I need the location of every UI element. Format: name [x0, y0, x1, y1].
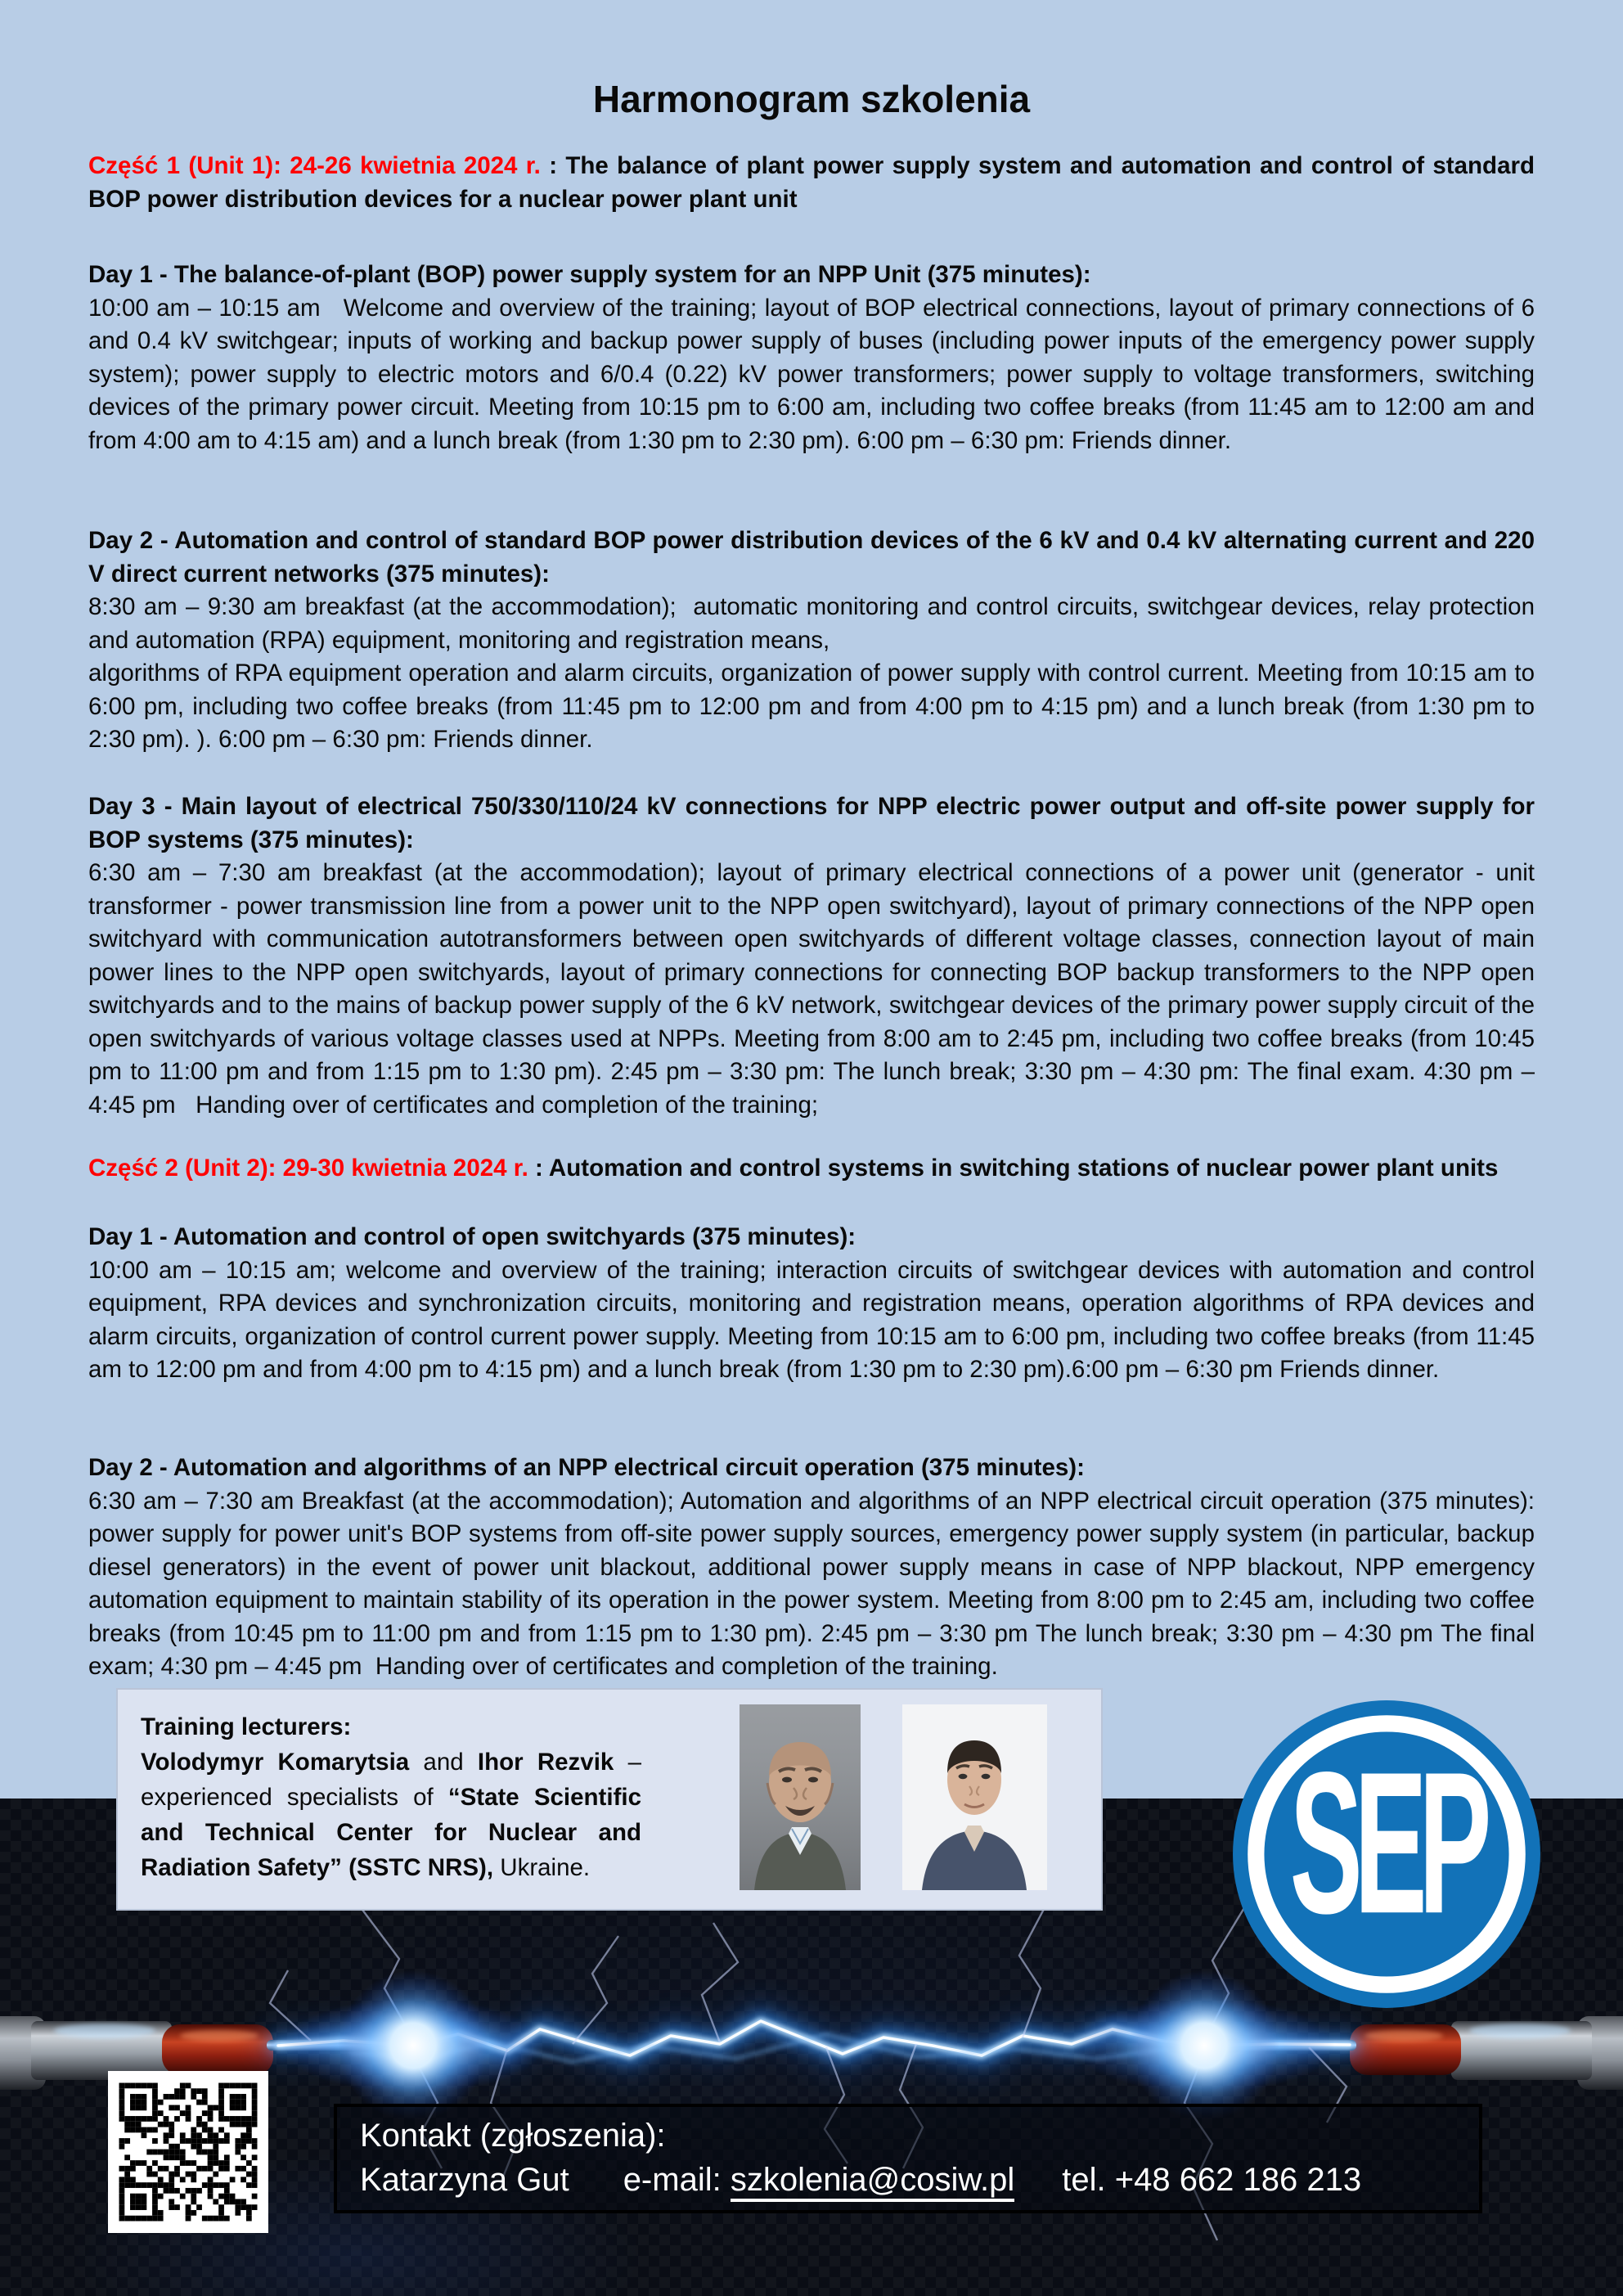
- day-body: 6:30 am – 7:30 am Breakfast (at the accommodation); Automation and algorithms of an NPP electrical circuit operation (375 minutes): power supply for power unit's BOP systems from off-site power supply sources, emergency power supply system (in particular, backup diesel generators) in the event of power unit blackout, additional power supply means in case of NPP blackout, NPP emergency automation equipment to maintain stability of its operation in the power system. Meeting from 8:00 pm to 2:45 am, including two coffee breaks (from 10:45 pm to 11:00 pm and from 1:15 pm to 1:30 pm). 2:45 pm – 3:30 pm The lunch break; 3:30 pm – 4:30 pm The final exam; 4:30 pm – 4:45 pm Handing over of certificates and completion of the training.: [88, 1487, 1535, 1680]
- qr-code: [108, 2071, 268, 2233]
- lecturers-paragraph: Volodymyr Komarytsia and Ihor Rezvik – experienced specialists of “State Scientific and Technical Center for Nuclear and Radiation Safety” (SSTC NRS), Ukraine.: [141, 1749, 642, 1881]
- contact-phone: tel. +48 662 186 213: [1062, 2162, 1362, 2198]
- unit1-day3: [88, 790, 1535, 1122]
- day-heading: Day 2 - Automation and control of standard BOP power distribution devices of the 6 kV and 0.4 kV alternating current and 220 V direct current networks (375 minutes):: [88, 527, 1535, 588]
- unit1-day1: [88, 259, 1535, 457]
- day-heading: Day 1 - The balance-of-plant (BOP) power supply system for an NPP Unit (375 minutes):: [88, 261, 1091, 288]
- unit1-day2: [88, 524, 1535, 757]
- lecturer-photo-rezvik: [902, 1704, 1047, 1890]
- sep-logo: [1230, 1697, 1544, 2011]
- email-label: e-mail:: [623, 2162, 731, 2198]
- day-heading: Day 2 - Automation and algorithms of an NPP electrical circuit operation (375 minutes):: [88, 1454, 1085, 1481]
- day-body: 10:00 am – 10:15 am Welcome and overview of the training; layout of BOP electrical connections, layout of primary connections of 6 and 0.4 kV switchgear; inputs of working and backup power supply of buses (including power inputs of the emergency power supply system); power supply to electric motors and 6/0.4 (0.22) kV power transformers; power supply to voltage transformers, switching devices of the primary power circuit. Meeting from 10:15 pm to 6:00 am, including two coffee breaks (from 11:45 am to 12:00 am and from 4:00 am to 4:15 am) and a lunch break (from 1:30 pm to 2:30 pm). 6:00 pm – 6:30 pm: Friends dinner.: [88, 294, 1535, 454]
- day-heading: Day 1 - Automation and control of open switchyards (375 minutes):: [88, 1223, 856, 1250]
- unit2-title: : Automation and control systems in switching stations of nuclear power plant units: [528, 1155, 1499, 1182]
- day-body: 10:00 am – 10:15 am; welcome and overview of the training; interaction circuits of switchgear devices with automation and control equipment, RPA devices and synchronization circuits, monitoring and registration means, operation algorithms of RPA devices and alarm circuits, organization of control current power supply. Meeting from 10:15 am to 6:00 pm, including two coffee breaks (from 11:45 am to 12:00 pm and from 4:00 pm to 4:15 pm) and a lunch break (from 1:30 pm to 2:30 pm).6:00 pm – 6:30 pm Friends dinner.: [88, 1256, 1535, 1383]
- unit2-day2: [88, 1452, 1535, 1684]
- day-heading: Day 3 - Main layout of electrical 750/330/110/24 kV connections for NPP electric power output and off-site power supply for BOP systems (375 minutes):: [88, 793, 1535, 853]
- lecturers-text: [141, 1709, 641, 1885]
- lecturers-box: [116, 1688, 1103, 1911]
- sep-logo-text: SEP: [1289, 1730, 1484, 1956]
- lecturers-heading: Training lecturers:: [141, 1713, 352, 1740]
- arc-flash-left-core: [338, 1970, 488, 2121]
- contact-heading: Kontakt (zgłoszenia):: [360, 2118, 666, 2154]
- contact-name: Katarzyna Gut: [360, 2162, 569, 2198]
- page-title: Harmonogram szkolenia: [592, 78, 1031, 120]
- day-body: 6:30 am – 7:30 am breakfast (at the accommodation); layout of primary electrical connections of a power unit (generator - unit transformer - power transmission line from a power unit to the NPP open switchyard), layout of primary connections of the NPP open switchyard with communication autotransformers between open switchyards of different voltage classes, connection layout of main power lines to the NPP open switchyards, layout of primary connections for connecting BOP backup transformers to the NPP open switchyards and to the mains of backup power supply of the 6 kV network, switchgear devices of the primary power supply circuit of the open switchyards of various voltage classes used at NPPs. Meeting from 8:00 am to 2:45 pm, including two coffee breaks (from 10:45 pm to 11:00 pm and from 1:15 pm to 1:30 pm). 2:45 pm – 3:30 pm: The lunch break; 3:30 pm – 4:30 pm: The final exam. 4:30 pm – 4:45 pm Handing over of certificates and completion of the training;: [88, 859, 1535, 1119]
- unit2-day1: [88, 1221, 1535, 1387]
- contact-box: [334, 2104, 1482, 2213]
- day-body: algorithms of RPA equipment operation and alarm circuits, organization of power supply with control current. Meeting from 10:15 am to 6:00 pm, including two coffee breaks (from 11:45 pm to 12:00 pm and from 4:00 pm to 4:15 pm) and a lunch break (from 1:30 pm to 2:30 pm). ). 6:00 pm – 6:30 pm: Friends dinner.: [88, 660, 1535, 753]
- unit1-header: [88, 150, 1535, 216]
- email-link[interactable]: szkolenia@cosiw.pl: [731, 2162, 1014, 2202]
- contact-details: [360, 2158, 1479, 2202]
- unit2-date-label: Część 2 (Unit 2): 29-30 kwietnia 2024 r.: [88, 1155, 528, 1182]
- lecturer-photo-komarytsia: [740, 1704, 861, 1890]
- day-body: 8:30 am – 9:30 am breakfast (at the accommodation); automatic monitoring and control circuits, switchgear devices, relay protection and automation (RPA) equipment, monitoring and registration means,: [88, 593, 1535, 654]
- unit1-date-label: Część 1 (Unit 1): 24-26 kwietnia 2024 r.: [88, 152, 541, 179]
- unit1-title: : The balance of plant power supply system and automation and control of standard BOP power distribution devices for a nuclear power plant unit: [88, 152, 1535, 213]
- unit2-header: [88, 1152, 1535, 1186]
